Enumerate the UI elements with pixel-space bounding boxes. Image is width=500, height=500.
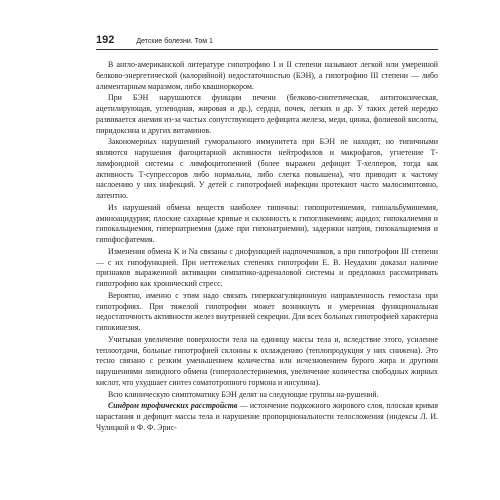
- paragraph: [96, 203, 438, 246]
- paragraph: [96, 401, 438, 433]
- running-title: Детские болезни. Том 1: [136, 38, 213, 45]
- section-lead-heading: Синдром трофических расстройств: [108, 401, 238, 411]
- paragraph-text: — истончение подкожного жирового слоя, плоская кривая нарастания и дефицит массы тела и нарушение пропорциональности телосложения (индексы Л. И. Чулицкой и Ф. Ф. Эрис-: [96, 401, 438, 432]
- page-header: [96, 34, 438, 50]
- paragraph-text: При БЭН нарушаются функции печени (белково-синтетическая, антитоксическая, ацетилирующая, углеводная, жировая и др.), сердца, почек, легких и др. У таких детей нередко развивается анемия из-за частых сопутствующего дефицита железа, меди, цинка, фолиевой кислоты, пиридоксина и других витаминов.: [96, 93, 438, 135]
- paragraph: [96, 291, 438, 334]
- page-number: 192: [96, 34, 115, 46]
- paragraph-text: Учитывая увеличение поверхности тела на единицу массы тела и, вследствие этого, усиление теплоотдачи, больные гипотрофией склонны к охлаждению (теплопродукция у них снижена). Это тесно связано с резким уменьшением количества или исчезновением бурого жира и другими нарушениями липидного обмена (гиперхолестеринемия, увеличение количества свободных жирных кислот, что ухудшает синтез соматотропного гормона и инсулина).: [96, 334, 438, 387]
- paragraph: [96, 335, 438, 389]
- paragraph: [96, 247, 438, 290]
- body-text: [96, 60, 438, 434]
- paragraph-text: Всю клиническую симптоматику БЭН делят на следующие группы на-рушений.: [108, 389, 379, 399]
- paragraph-text: В англо-американской литературе гипотрофию I и II степени называют легкой или умеренной белково-энергетической (калорийной) недостаточностью (БЭН), а гипотрофию III степени — либо алиментарным маразмом, либо квашиоркором.: [96, 60, 438, 91]
- paragraph-text: Изменения обмена K и Na связаны с дисфункцией надпочечников, а при гипотрофии III степени — с их гипофункцией. При неттежелых степенях гипотрофии Е. В. Неудахин доказал наличие признаков выраженной активации симпатико-адреналовой системы и предложил рассматривать гипотрофию как хронический стресс.: [96, 246, 438, 288]
- paragraph-text: Вероятно, именно с этим надо связать гиперкоагуляционную направленность гемостаза при гипотрофиях. При тяжелой гипотрофии может возникнуть и умеренная функциональная недостаточность активности желез внутренней секреции. Для всех больных гипотрофией характерна гипокинезия.: [96, 290, 438, 332]
- paragraph: [96, 93, 438, 136]
- paragraph: [96, 390, 438, 401]
- paragraph: [96, 137, 438, 202]
- paragraph-text: Закономерных нарушений гуморального иммунитета при БЭН не находят, но типичными являются нарушения фагоцитарной активности нейтрофилов и макрофагов, угнетение Т-лимфоидной системы с лимфоцитопенией (более выражен дефицит Т-хелперов, тогда как активность Т-супрессоров либо нормальна, либо слегка повышена), что приводит к частому наслоению у них инфекций. У детей с гипотрофией инфекции протекают часто малосимптомно, латентно.: [96, 137, 438, 200]
- paragraph: [96, 60, 438, 92]
- paragraph-text: Из нарушений обмена веществ наиболее типичны: гипопротеинемия, гипоальбуминемия, аминоацидурия; плоские сахарные кривые и склонность к гипогликемиям; ацидоз; гипокалиемия и гипокальциемия, гипернатриемия (даже при гипонатриемии), задержки натрия, гипокальциемия и гипофосфатемия.: [96, 202, 438, 244]
